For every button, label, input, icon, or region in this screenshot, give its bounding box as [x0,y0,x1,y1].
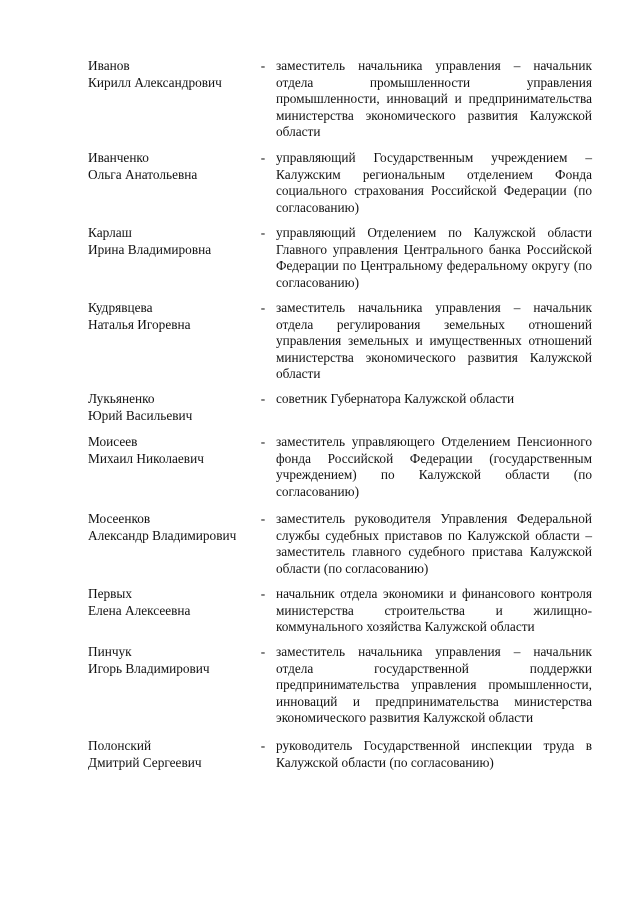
person-name [88,644,256,677]
surname: Лукьяненко [88,391,155,406]
dash-separator: - [260,434,266,449]
person-name [88,434,256,467]
position-description: заместитель начальника управления – начальник отдела промышленности управления промышленности, инноваций и предпринимательства министерства экономического развития Калужской области [276,58,592,140]
position-description: заместитель управляющего Отделением Пенсионного фонда Российской Федерации (государственным учреждением) по Калужской области (по согласованию) [276,434,592,499]
position-description: заместитель руководителя Управления Федеральной службы судебных приставов по Калужской области – заместитель главного судебного пристава Калужской области (по согласованию) [276,511,592,576]
dash-separator: - [260,644,266,659]
given-names: Александр Владимирович [88,527,237,543]
given-names: Дмитрий Сергеевич [88,754,202,770]
dash-separator: - [260,150,266,165]
position-description: управляющий Государственным учреждением – Калужским региональным отделением Фонда социального страхования Российской Федерации (по согласованию) [276,150,592,215]
person-name [88,58,256,91]
person-name [88,738,256,771]
dash-separator: - [260,511,266,526]
position-description: заместитель начальника управления – начальник отдела государственной поддержки предпринимательства управления промышленности, инноваций и предпринимательства министерства экономического развития Калужской области [276,644,592,726]
given-names: Наталья Игоревна [88,316,191,332]
surname: Пинчук [88,644,132,659]
given-names: Кирилл Александрович [88,74,222,90]
position-description: управляющий Отделением по Калужской области Главного управления Центрального банка Российской Федерации по Центральному федеральному округу (по согласованию) [276,225,592,290]
person-name [88,225,256,258]
person-name [88,511,256,544]
position-description: руководитель Государственной инспекции труда в Калужской области (по согласованию) [276,738,592,770]
given-names: Елена Алексеевна [88,602,191,618]
surname: Иванов [88,58,130,73]
given-names: Михаил Николаевич [88,450,204,466]
surname: Полонский [88,738,152,753]
surname: Моисеев [88,434,138,449]
given-names: Юрий Васильевич [88,407,193,423]
person-name [88,300,256,333]
position-description: заместитель начальника управления – начальник отдела регулирования земельных отношений управления земельных и имущественных отношений министерства экономического развития Калужской области [276,300,592,382]
position-description: начальник отдела экономики и финансового контроля министерства строительства и жилищно-коммунального хозяйства Калужской области [276,586,592,635]
surname: Кудрявцева [88,300,153,315]
dash-separator: - [260,58,266,73]
dash-separator: - [260,300,266,315]
given-names: Ирина Владимировна [88,241,212,257]
surname: Первых [88,586,133,601]
dash-separator: - [260,586,266,601]
surname: Карлаш [88,225,132,240]
person-name [88,150,256,183]
given-names: Ольга Анатольевна [88,166,198,182]
surname: Иванченко [88,150,149,165]
person-name [88,586,256,619]
surname: Мосеенков [88,511,151,526]
position-description: советник Губернатора Калужской области [276,391,515,406]
dash-separator: - [260,738,266,753]
person-name [88,391,256,424]
given-names: Игорь Владимирович [88,660,210,676]
dash-separator: - [260,225,266,240]
dash-separator: - [260,391,266,406]
